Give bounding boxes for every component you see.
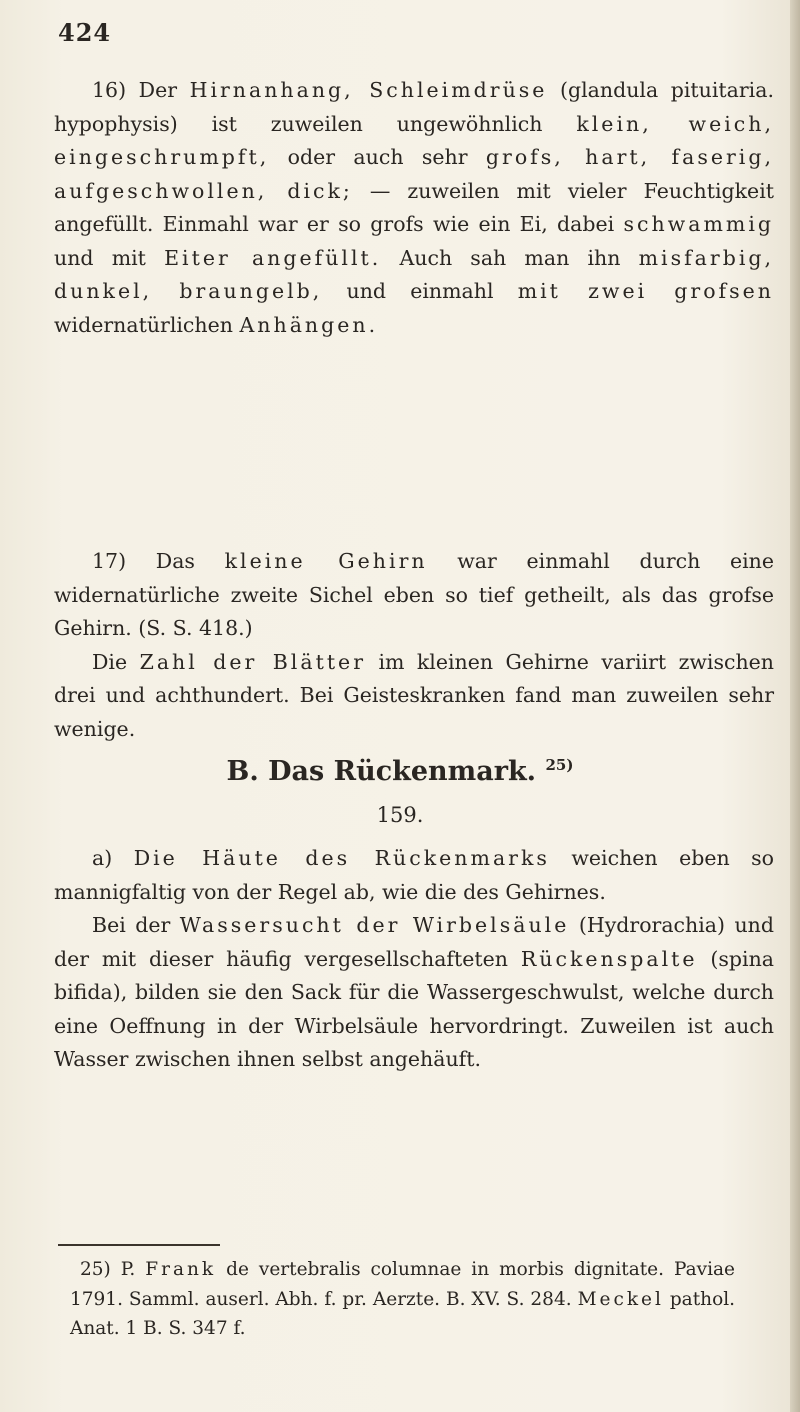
footnote-reference: 25): [545, 756, 574, 774]
section-heading: [0, 756, 800, 787]
page-number: 424: [58, 18, 112, 47]
section-title: B. Das Rückenmark.: [226, 756, 537, 787]
paragraph-a-spinal-membranes: a) Die Häute des Rückenmarks weichen eben so mannigfaltig von der Regel ab, wie die des Gehirnes. Bei der Wassersucht der Wirbelsäule (Hydrorachia) und der mit dieser häufig vergesellschafteten Rückenspalte (spina bifida), bilden sie den Sack für die Wassergeschwulst, welche durch eine Oeffnung in der Wirbelsäule hervordringt. Zuweilen ist auch Wasser zwischen ihnen selbst angehäuft.: [54, 846, 775, 1071]
section-number: 159.: [376, 803, 424, 827]
paragraph-16-hypophysis: 16) Der Hirnanhang, Schleimdrüse (glandula pituitaria. hypophysis) ist zuweilen ungewöhnlich klein, weich, eingeschrumpft, oder auch sehr grofs, hart, faserig, aufgeschwollen, dick; — zuweilen mit vieler Feuchtigkeit angefüllt. Einmahl war er so grofs wie ein Ei, dabei schwammig und mit Eiter angefüllt. Auch sah man ihn misfarbig, dunkel, braungelb, und einmahl mit zwei grofsen widernatürlichen Anhängen.: [54, 78, 775, 337]
paragraph-17-cerebellum: 17) Das kleine Gehirn war einmahl durch eine widernatürliche zweite Sichel eben so tief getheilt, als das grofse Gehirn. (S. S. 418.) Die Zahl der Blätter im kleinen Gehirne variirt zwischen drei und achthundert. Bei Geisteskranken fand man zuweilen sehr wenige.: [54, 549, 775, 741]
footnote-divider: [58, 1244, 220, 1246]
footnote-25: 25) P. Frank de vertebralis columnae in morbis dignitate. Paviae 1791. Samml. auserl. Abh. f. pr. Aerzte. B. XV. S. 284. Meckel pathol. Anat. 1 B. S. 347 f.: [70, 1259, 735, 1339]
page-edge-shadow: [790, 0, 800, 1412]
